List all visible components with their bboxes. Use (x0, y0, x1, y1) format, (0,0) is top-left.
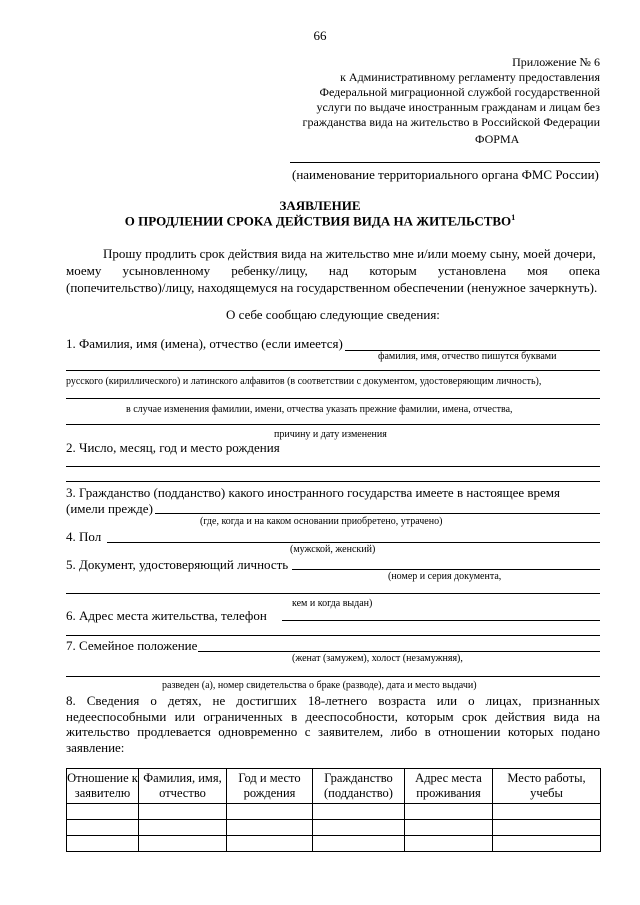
table-cell[interactable] (139, 804, 227, 820)
citizenship-field[interactable] (155, 513, 600, 514)
authority-field[interactable] (290, 162, 600, 163)
field-1-hint: причину и дату изменения (274, 429, 387, 440)
field-7-hint: (женат (замужем), холост (незамужняя), (292, 653, 463, 664)
appendix-line: услуги по выдаче иностранным гражданам и лицам без (316, 100, 600, 114)
appendix-line: Федеральной миграционной службой государственной (319, 85, 600, 99)
address-field-line-2[interactable] (66, 635, 600, 636)
field-7-label: 7. Семейное положение (66, 638, 198, 653)
footnote-mark: 1 (511, 213, 516, 222)
request-line-2: моему усыновленному ребенку/лицу, над которым установлена моя опека (66, 263, 600, 278)
appendix-title: Приложение № 6 (512, 55, 600, 69)
field-8-line: жительство продлевается одновременно с заявителем, либо в отношении которых подано (66, 724, 600, 739)
table-cell[interactable] (67, 804, 139, 820)
field-3-label-2: (имели прежде) (66, 501, 153, 516)
id-document-field[interactable] (292, 569, 600, 570)
field-1-hint: фамилия, имя, отчество пишутся буквами (378, 351, 557, 362)
field-5-hint: кем и когда выдан) (292, 598, 373, 609)
field-3-hint: (где, когда и на каком основании приобретено, утрачено) (200, 516, 443, 527)
table-cell[interactable] (313, 804, 405, 820)
marital-status-field-line-2[interactable] (66, 676, 600, 677)
field-3-label: 3. Гражданство (подданство) какого иностранного государства имеете в настоящее время (66, 485, 560, 500)
table-cell[interactable] (493, 820, 601, 836)
column-header: Гражданство (подданство) (313, 769, 405, 804)
field-1-hint: в случае изменения фамилии, имени, отчества указать прежние фамилии, имена, отчества, (126, 404, 513, 415)
field-7-hint: разведен (а), номер свидетельства о браке (разводе), дата и место выдачи) (162, 680, 477, 691)
subtitle-text: О ПРОДЛЕНИИ СРОКА ДЕЙСТВИЯ ВИДА НА ЖИТЕЛЬСТВО (124, 213, 512, 229)
appendix-block (300, 55, 600, 130)
table-cell[interactable] (493, 804, 601, 820)
table-cell[interactable] (405, 804, 493, 820)
address-field[interactable] (282, 620, 600, 621)
authority-caption: (наименование территориального органа ФМС России) (292, 167, 599, 182)
sex-field[interactable] (107, 542, 600, 543)
table-cell[interactable] (405, 836, 493, 852)
children-table (66, 768, 601, 852)
appendix-line: гражданства вида на жительство в Российской Федерации (302, 115, 600, 129)
forma-label: ФОРМА (475, 132, 520, 146)
field-8-line: 8. Сведения о детях, не достигших 18-летнего возраста или о лицах, признанных (66, 693, 600, 708)
field-1-label: 1. Фамилия, имя (имена), отчество (если имеется) (66, 336, 343, 351)
table-cell[interactable] (227, 820, 313, 836)
birth-field-line-1[interactable] (66, 466, 600, 467)
name-field-line-2[interactable] (66, 370, 600, 371)
column-header: Место работы, учебы (493, 769, 601, 804)
table-cell[interactable] (493, 836, 601, 852)
table-cell[interactable] (405, 820, 493, 836)
birth-field-line-2[interactable] (66, 481, 600, 482)
field-6-label: 6. Адрес места жительства, телефон (66, 608, 267, 623)
field-1-hint: русского (кириллического) и латинского алфавитов (в соответствии с документом, удостоверяющим личность), (66, 376, 542, 387)
table-cell[interactable] (139, 820, 227, 836)
field-8-line: недееспособными или ограниченных в дееспособности, которым срок действия вида на (66, 709, 600, 724)
field-8-line: заявление: (66, 740, 125, 755)
document-subtitle (0, 213, 640, 229)
request-line-3: (попечительство)/лицу, находящемуся на государственном обеспечении (ненужное зачеркнуть). (66, 280, 598, 295)
appendix-line: к Административному регламенту предоставления (340, 70, 600, 84)
table-row (67, 804, 601, 820)
request-line-1: Прошу продлить срок действия вида на жительство мне и/или моему сыну, моей дочери, (103, 246, 596, 261)
name-field-line-3[interactable] (66, 398, 600, 399)
page-number: 66 (313, 28, 327, 43)
column-header: Год и место рождения (227, 769, 313, 804)
table-row (67, 820, 601, 836)
column-header: Отношение к заявителю (67, 769, 139, 804)
field-2-label: 2. Число, месяц, год и место рождения (66, 440, 280, 455)
field-5-hint: (номер и серия документа, (388, 571, 502, 582)
table-cell[interactable] (313, 820, 405, 836)
marital-status-field[interactable] (198, 651, 600, 652)
field-4-label: 4. Пол (66, 529, 102, 544)
field-5-label: 5. Документ, удостоверяющий личность (66, 557, 289, 572)
document-title: ЗАЯВЛЕНИЕ (279, 198, 361, 213)
table-header-row (67, 769, 601, 804)
name-field-line-4[interactable] (66, 424, 600, 425)
table-cell[interactable] (139, 836, 227, 852)
table-cell[interactable] (67, 836, 139, 852)
table-cell[interactable] (313, 836, 405, 852)
column-header: Адрес места проживания (405, 769, 493, 804)
column-header: Фамилия, имя, отчество (139, 769, 227, 804)
table-cell[interactable] (227, 836, 313, 852)
field-4-hint: (мужской, женский) (290, 544, 376, 555)
table-cell[interactable] (67, 820, 139, 836)
id-document-field-line-2[interactable] (66, 593, 600, 594)
table-row (67, 836, 601, 852)
info-intro: О себе сообщаю следующие сведения: (226, 307, 440, 322)
table-cell[interactable] (227, 804, 313, 820)
